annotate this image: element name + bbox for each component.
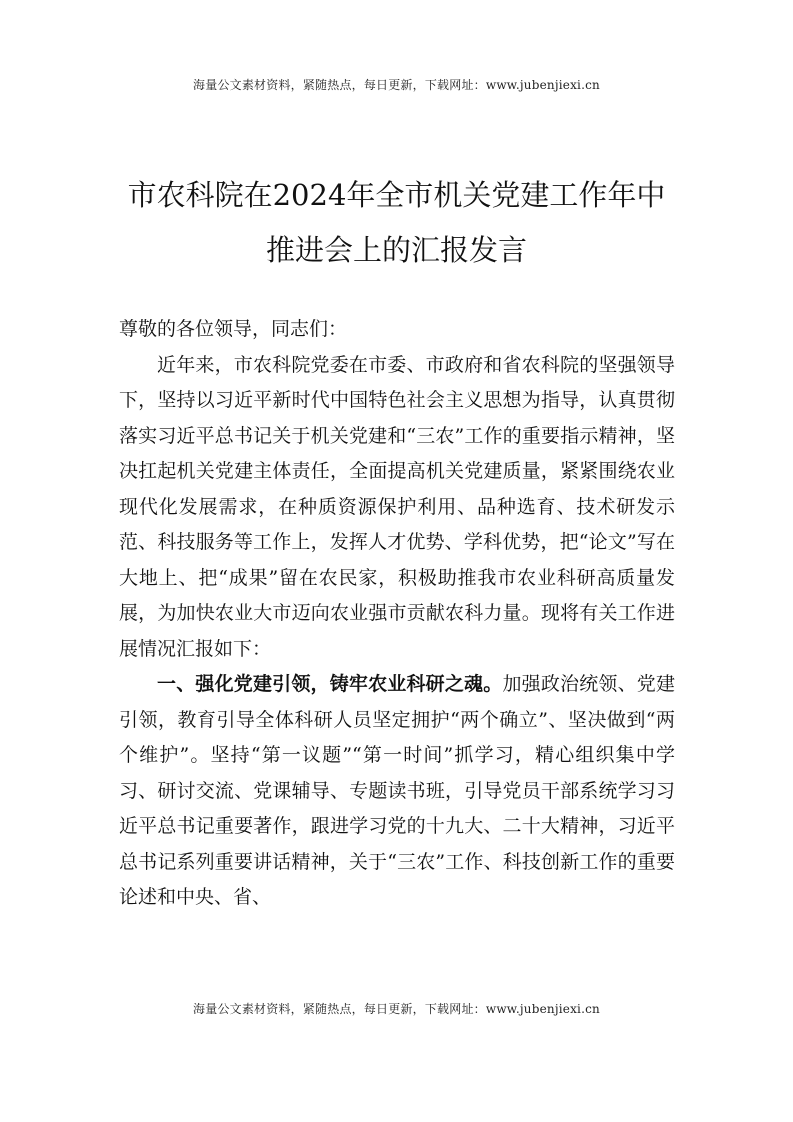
- title-line-1: 市农科院在2024年全市机关党建工作年中: [127, 178, 666, 212]
- page-footer-note: 海量公文素材资料，紧随热点，每日更新，下载网址：www.jubenjiexi.cn: [193, 1002, 600, 1016]
- document-body: [119, 312, 675, 916]
- paragraph-intro: 近年来，市农科院党委在市委、市政府和省农科院的坚强领导下，坚持以习近平新时代中国特色社会主义思想为指导，认真贯彻落实习近平总书记关于机关党建和“三农”工作的重要指示精神，坚决扛起机关党建主体责任，全面提高机关党建质量，紧紧围绕农业现代化发展需求，在种质资源保护利用、品种选育、技术研发示范、科技服务等工作上，发挥人才优势、学科优势，把“论文”写在大地上、把“成果”留在农民家，积极助推我市农业科研高质量发展，为加快农业大市迈向农业强市贡献农科力量。现将有关工作进展情况汇报如下：: [119, 353, 675, 660]
- title-line-2: 推进会上的汇报发言: [265, 233, 527, 267]
- salutation: 尊敬的各位领导，同志们：: [119, 318, 348, 340]
- document-title: [0, 168, 793, 278]
- page-header-note: 海量公文素材资料，紧随热点，每日更新，下载网址：www.jubenjiexi.cn: [193, 78, 600, 92]
- section-1-text: 加强政治统领、党建引领，教育引导全体科研人员坚定拥护“两个确立”、坚决做到“两个维护”。坚持“第一议题”“第一时间”抓学习，精心组织集中学习、研讨交流、党课辅导、专题读书班，引导党员干部系统学习习近平总书记重要著作，跟进学习党的十九大、二十大精神，习近平总书记系列重要讲话精神，关于“三农”工作、科技创新工作的重要论述和中央、省、: [119, 673, 675, 908]
- paragraph-section-1: [119, 667, 675, 916]
- section-1-heading: 一、强化党建引领，铸牢农业科研之魂。: [157, 673, 503, 695]
